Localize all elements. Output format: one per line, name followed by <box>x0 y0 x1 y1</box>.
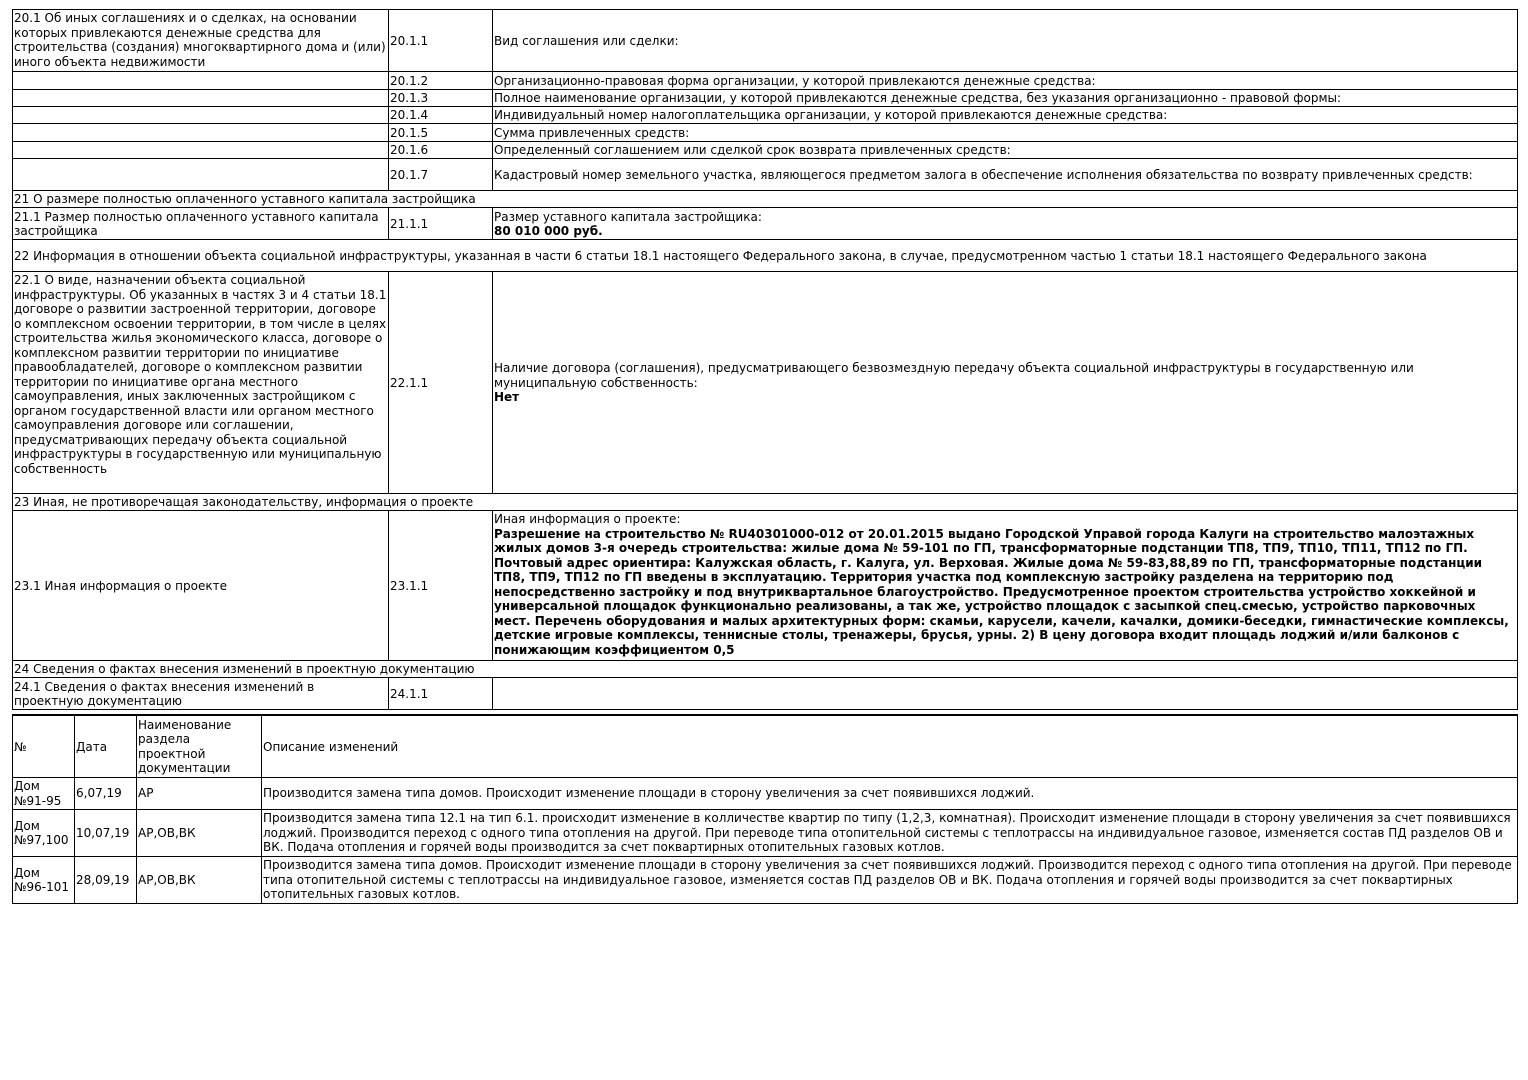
section-heading-row <box>13 240 1518 272</box>
section-label: 22.1 О виде, назначении объекта социальной инфраструктуры. Об указанных в частях 3 и 4 статьи 18.1 договоре о развитии застроенной территории, договоре о комплексном освоении территории, в том числе в целях строительства жилья экономического класса, договоре о комплексном развитии территории по инициативе правообладателей, договоре о комплексном развитии территории по инициативе органа местного самоуправления, иных заключенных застройщиком с органом государственной власти или органом местного самоуправления договоре или соглашении, предусматривающих передачу объекта социальной инфраструктуры в государственную или муниципальную собственность <box>13 272 389 494</box>
column-header: Описание изменений <box>262 715 1518 777</box>
item-text <box>493 678 1518 710</box>
item-code: 21.1.1 <box>389 208 493 240</box>
section-heading: 22 Информация в отношении объекта социальной инфраструктуры, указанная в части 6 статьи 18.1 настоящего Федерального закона, в случае, предусмотренном частью 1 статьи 18.1 настоящего Федерального закона <box>13 240 1518 272</box>
item-text: Определенный соглашением или сделкой срок возврата привлеченных средств: <box>493 142 1518 159</box>
table-row <box>13 511 1518 661</box>
section-heading: 21 О размере полностью оплаченного уставного капитала застройщика <box>13 191 1518 208</box>
date-cell: 6,07,19 <box>75 777 137 809</box>
section-label: 20.1 Об иных соглашениях и о сделках, на основании которых привлекаются денежные средства для строительства (создания) многоквартирного дома и (или) иного объекта недвижимости <box>13 10 389 72</box>
section-heading-row <box>13 661 1518 678</box>
empty-cell <box>13 72 389 90</box>
table-row <box>13 678 1518 710</box>
disclosure-table <box>12 9 1518 710</box>
description-cell: Производится замена типа 12.1 на тип 6.1. происходит изменение в колличестве квартир по типу (1,2,3, комнатная). Происходит изменение площади в сторону увеличения за счет появившихся лоджий. Производится переход с одного типа отопления на другой. При переводе типа отопительной системы с теплотрассы на индивидуальное газовое, изменяется состав ПД разделов ОВ и ВК. Подача отопления и горячей воды производится за счет поквартирных отопительных газовых котлов. <box>262 809 1518 856</box>
item-label: Иная информация о проекте: <box>494 512 681 526</box>
item-label: Наличие договора (соглашения), предусматривающего безвозмездную передачу объекта социальной инфраструктуры в государственную или муниципальную собственность: <box>494 361 1414 390</box>
table-row <box>13 10 1518 72</box>
item-code: 23.1.1 <box>389 511 493 661</box>
table-row <box>13 72 1518 90</box>
item-code: 20.1.4 <box>389 107 493 124</box>
item-text: Индивидуальный номер налогоплательщика организации, у которой привлекаются денежные средства: <box>493 107 1518 124</box>
section-cell: АР,ОВ,ВК <box>137 809 262 856</box>
table-row <box>13 777 1518 809</box>
section-label: 21.1 Размер полностью оплаченного уставного капитала застройщика <box>13 208 389 240</box>
table-row <box>13 142 1518 159</box>
house-cell: Дом №91-95 <box>13 777 75 809</box>
item-value: 80 010 000 руб. <box>494 224 603 238</box>
table-row <box>13 809 1518 856</box>
table-row <box>13 107 1518 124</box>
item-code: 20.1.6 <box>389 142 493 159</box>
section-label: 23.1 Иная информация о проекте <box>13 511 389 661</box>
section-cell: АР <box>137 777 262 809</box>
item-text: Полное наименование организации, у которой привлекаются денежные средства, без указания организационно - правовой формы: <box>493 90 1518 107</box>
section-label: 24.1 Сведения о фактах внесения изменений в проектную документацию <box>13 678 389 710</box>
item-text: Вид соглашения или сделки: <box>493 10 1518 72</box>
date-cell: 28,09,19 <box>75 856 137 903</box>
table-row <box>13 124 1518 142</box>
date-cell: 10,07,19 <box>75 809 137 856</box>
empty-cell <box>13 124 389 142</box>
empty-cell <box>13 159 389 191</box>
table-row <box>13 90 1518 107</box>
item-code: 20.1.3 <box>389 90 493 107</box>
empty-cell <box>13 107 389 124</box>
item-code: 20.1.5 <box>389 124 493 142</box>
item-text: Организационно-правовая форма организации, у которой привлекаются денежные средства: <box>493 72 1518 90</box>
section-heading: 23 Иная, не противоречащая законодательству, информация о проекте <box>13 494 1518 511</box>
section-heading: 24 Сведения о фактах внесения изменений в проектную документацию <box>13 661 1518 678</box>
item-code: 20.1.7 <box>389 159 493 191</box>
column-header: Дата <box>75 715 137 777</box>
table-row <box>13 159 1518 191</box>
item-text <box>493 272 1518 494</box>
item-code: 20.1.2 <box>389 72 493 90</box>
section-heading-row <box>13 191 1518 208</box>
item-text: Кадастровый номер земельного участка, являющегося предметом залога в обеспечение исполнения обязательства по возврату привлеченных средств: <box>493 159 1518 191</box>
column-header: Наименование раздела проектной документации <box>137 715 262 777</box>
column-header: № <box>13 715 75 777</box>
empty-cell <box>13 142 389 159</box>
changes-header-row <box>13 715 1518 777</box>
item-value: Разрешение на строительство № RU40301000-012 от 20.01.2015 выдано Городской Управой города Калуги на строительство малоэтажных жилых домов 3-я очередь строительства: жилые дома № 59-101 по ГП, трансформаторные подстанции ТП8, ТП9, ТП10, ТП11, ТП12 по ГП. Почтовый адрес ориентира: Калужская область, г. Калуга, ул. Верховая. Жилые дома № 59-83,88,89 по ГП, трансформаторные подстанции ТП8, ТП9, ТП12 по ГП введены в эксплуатацию. Территория участка под комплексную застройку разделена на территорию под непосредственно застройку и под внутриквартальное благоустройство. Предусмотренное проектом строительства устройство хоккейной и универсальной площадок функционально реализованы, а так же, устройство площадок с засыпкой спец.смесью, устройство парковочных мест. Перечень оборудования и малых архитектурных форм: скамьи, карусели, качели, качалки, домики-беседки, гимнастические комплексы, детские игровые комплексы, теннисные столы, тренажеры, брусья, урны. 2) В цену договора входит площадь лоджий и/или балконов с понижающим коэффициентом 0,5 <box>494 526 1509 657</box>
empty-cell <box>13 90 389 107</box>
section-cell: АР,ОВ,ВК <box>137 856 262 903</box>
item-code: 20.1.1 <box>389 10 493 72</box>
description-cell: Производится замена типа домов. Происходит изменение площади в сторону увеличения за счет появившихся лоджий. <box>262 777 1518 809</box>
item-code: 22.1.1 <box>389 272 493 494</box>
description-cell: Производится замена типа домов. Происходит изменение площади в сторону увеличения за счет появившихся лоджий. Производится переход с одного типа отопления на другой. При переводе типа отопительной системы с теплотрассы на индивидуальное газовое, изменяется состав ПД разделов ОВ и ВК. Подача отопления и горячей воды производится за счет поквартирных отопительных газовых котлов. <box>262 856 1518 903</box>
item-value: Нет <box>494 390 520 405</box>
section-heading-row <box>13 494 1518 511</box>
table-row <box>13 856 1518 903</box>
item-text: Сумма привлеченных средств: <box>493 124 1518 142</box>
changes-table <box>12 714 1518 904</box>
table-row <box>13 272 1518 494</box>
item-label: Размер уставного капитала застройщика: <box>494 209 762 224</box>
item-code: 24.1.1 <box>389 678 493 710</box>
item-text <box>493 208 1518 240</box>
house-cell: Дом №97,100 <box>13 809 75 856</box>
item-text <box>493 511 1518 661</box>
table-row <box>13 208 1518 240</box>
house-cell: Дом №96-101 <box>13 856 75 903</box>
